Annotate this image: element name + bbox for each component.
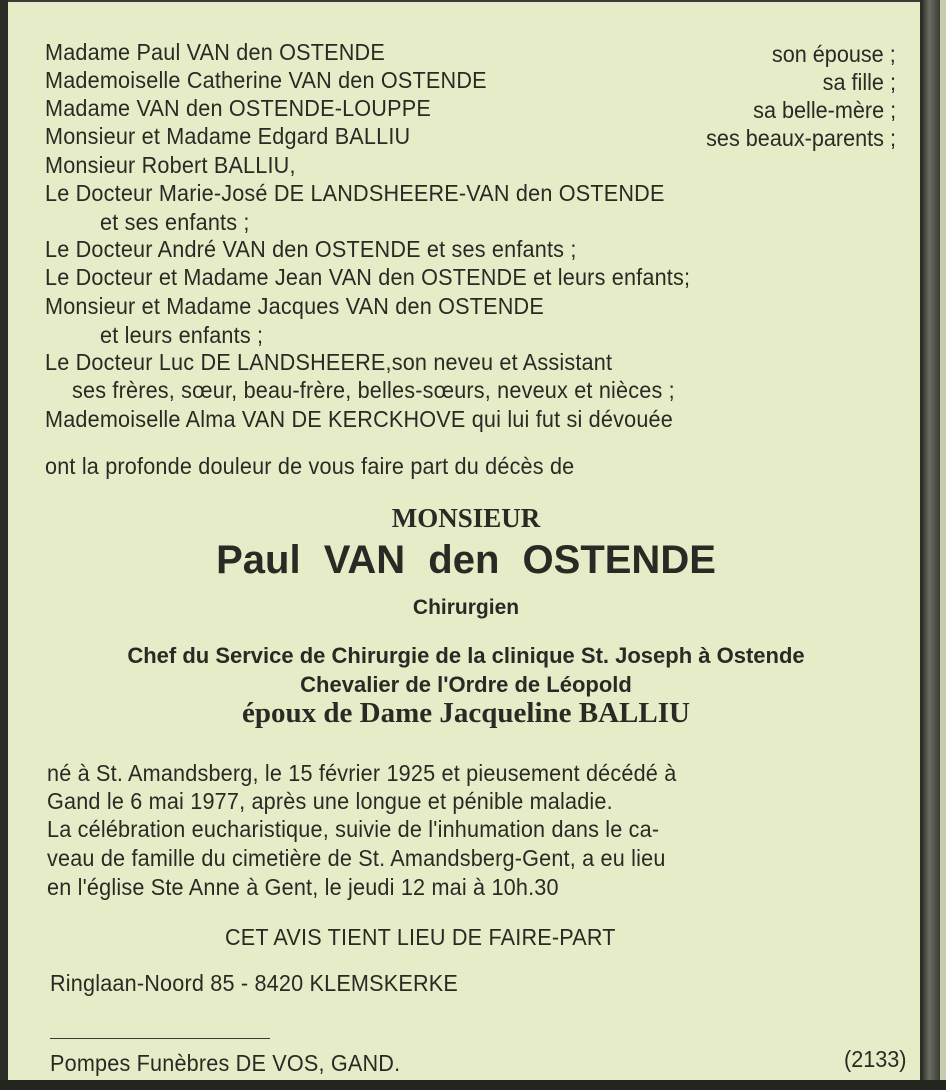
funeral-home: Pompes Funèbres DE VOS, GAND. (50, 1050, 401, 1076)
divider (50, 1038, 270, 1039)
announcement: ont la profonde douleur de vous faire part du décès de (45, 453, 575, 479)
family-name: Monsieur et Madame Edgard BALLIU (45, 123, 411, 149)
relative-line: Monsieur et Madame Jacques VAN den OSTENDE (45, 293, 544, 319)
detail-line: né à St. Amandsberg, le 15 février 1925 et pieusement décédé à (47, 760, 677, 786)
deceased-title: MONSIEUR (391, 503, 541, 533)
detail-line: en l'église Ste Anne à Gent, le jeudi 12 mai à 10h.30 (47, 874, 559, 900)
relative-line: Monsieur Robert BALLIU, (45, 152, 296, 178)
bottom-border (0, 1080, 946, 1090)
family-name: Madame VAN den OSTENDE-LOUPPE (45, 95, 431, 121)
relative-line: ses frères, sœur, beau-frère, belles-sœurs, neveux et nièces ; (72, 377, 675, 403)
family-relation: son épouse ; (772, 41, 896, 67)
deceased-profession: Chirurgien (412, 596, 520, 619)
relative-line: et leurs enfants ; (100, 322, 264, 348)
reference-number: (2133) (843, 1046, 906, 1072)
relative-line: Le Docteur André VAN den OSTENDE et ses enfants ; (45, 236, 577, 262)
family-name: Madame Paul VAN den OSTENDE (45, 39, 385, 65)
right-border (922, 0, 940, 1090)
detail-line: La célébration eucharistique, suivie de l'inhumation dans le ca- (47, 816, 660, 842)
deceased-honor: Chevalier de l'Ordre de Léopold (300, 672, 632, 697)
family-name: Mademoiselle Catherine VAN den OSTENDE (45, 67, 487, 93)
right-edge (940, 0, 946, 1090)
relative-line: Le Docteur et Madame Jean VAN den OSTENDE et leurs enfants; (45, 264, 691, 290)
address: Ringlaan-Noord 85 - 8420 KLEMSKERKE (50, 970, 458, 996)
family-relation: sa belle-mère ; (753, 97, 896, 123)
deceased-position: Chef du Service de Chirurgie de la clinique St. Joseph à Ostende (127, 643, 805, 668)
relative-line: Mademoiselle Alma VAN DE KERCKHOVE qui lui fut si dévouée (45, 406, 673, 432)
family-relation: ses beaux-parents ; (706, 125, 896, 151)
deceased-name: Paul VAN den OSTENDE (216, 538, 716, 582)
notice: CET AVIS TIENT LIEU DE FAIRE-PART (225, 924, 616, 950)
relative-line: Le Docteur Luc DE LANDSHEERE,son neveu et Assistant (45, 349, 613, 375)
deceased-spouse: époux de Dame Jacqueline BALLIU (242, 697, 690, 729)
family-relation: sa fille ; (822, 69, 896, 95)
detail-line: veau de famille du cimetière de St. Amandsberg-Gent, a eu lieu (47, 845, 666, 871)
detail-line: Gand le 6 mai 1977, après une longue et pénible maladie. (47, 788, 613, 814)
relative-line: Le Docteur Marie-José DE LANDSHEERE-VAN den OSTENDE (45, 180, 665, 206)
relative-line: et ses enfants ; (100, 209, 250, 235)
